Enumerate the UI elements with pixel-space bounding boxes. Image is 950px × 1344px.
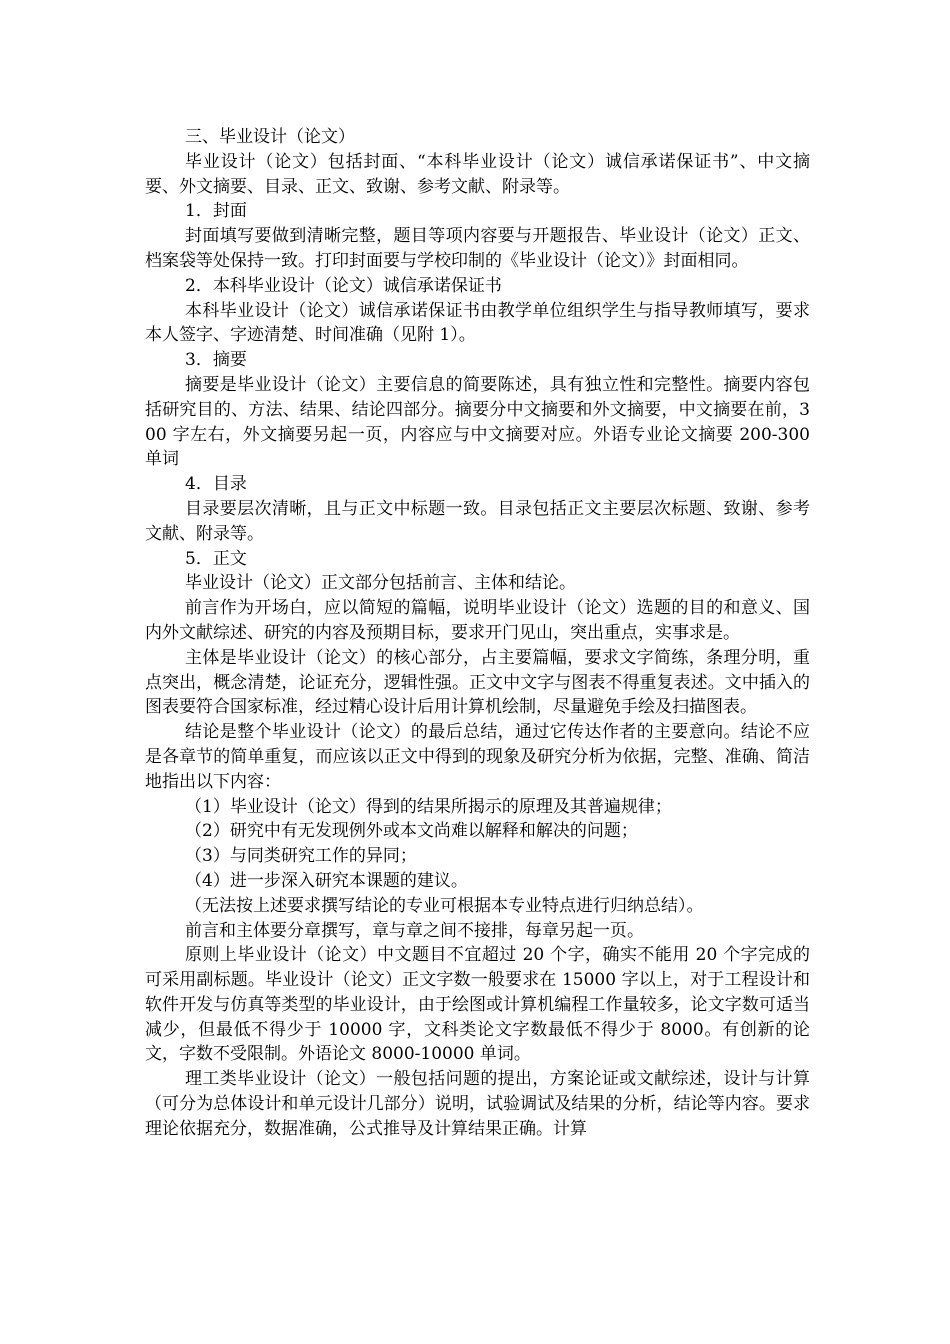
subsection-heading: 3．摘要 [185, 350, 247, 371]
subsection-heading: 5．正文 [185, 548, 247, 569]
subsection-heading: 4．目录 [185, 474, 247, 495]
body-paragraph: （无法按上述要求撰写结论的专业可根据本专业特点进行归纳总结）。 [185, 895, 704, 916]
body-paragraph: 前言作为开场白，应以简短的篇幅，说明毕业设计（论文）选题的目的和意义、国内外文献综述、研究的内容及预期目标，要求开门见山，突出重点，实事求是。 [145, 598, 810, 643]
body-paragraph: 目录要层次清晰，且与正文中标题一致。目录包括正文主要层次标题、致谢、参考文献、附录等。 [145, 498, 810, 544]
list-item: （4）进一步深入研究本课题的建议。 [185, 870, 468, 891]
list-item: （2）研究中有无发现例外或本文尚难以解释和解决的问题； [185, 821, 638, 842]
list-item: （1）毕业设计（论文）得到的结果所揭示的原理及其普遍规律； [185, 796, 672, 817]
body-paragraph: 毕业设计（论文）正文部分包括前言、主体和结论。 [185, 573, 576, 594]
body-paragraph: 结论是整个毕业设计（论文）的最后总结，通过它传达作者的主要意向。结论不应是各章节的简单重复，而应该以正文中得到的现象及研究分析为依据，完整、准确、简洁地指出以下内容： [145, 722, 810, 792]
section-heading: 三、毕业设计（论文） [185, 127, 355, 147]
body-paragraph: 摘要是毕业设计（论文）主要信息的简要陈述，具有独立性和完整性。摘要内容包括研究目的、方法、结果、结论四部分。摘要分中文摘要和外文摘要，中文摘要在前，300 字左右，外文摘要另起一页，内容应与中文摘要对应。外语专业论文摘要 200-300 单词 [145, 374, 810, 470]
list-item: （3）与同类研究工作的异同； [185, 846, 417, 867]
body-paragraph: 理工类毕业设计（论文）一般包括问题的提出，方案论证或文献综述，设计与计算（可分为总体设计和单元设计几部分）说明，试验调试及结果的分析，结论等内容。要求理论依据充分，数据准确，公式推导及计算结果正确。计算 [145, 1069, 810, 1139]
body-paragraph: 前言和主体要分章撰写，章与章之间不接排，每章另起一页。 [185, 920, 644, 941]
body-paragraph: 原则上毕业设计（论文）中文题目不宜超过 20 个字，确实不能用 20 个字完成的可采用副标题。毕业设计（论文）正文字数一般要求在 15000 字以上，对于工程设计和软件开发与仿真等类型的毕业设计，由于绘图或计算机编程工作量较多，论文字数可适当减少，但最低不得少于 10000 字，文科类论文字数最低不得少于 8000。有创新的论文，字数不受限制。外语论文 8000-10000 单词。 [145, 945, 810, 1065]
document-page [145, 125, 810, 1142]
body-paragraph: 封面填写要做到清晰完整，题目等项内容要与开题报告、毕业设计（论文）正文、档案袋等处保持一致。打印封面要与学校印制的《毕业设计（论文）》封面相同。 [145, 226, 810, 271]
subsection-heading: 1．封面 [185, 201, 247, 222]
subsection-heading: 2．本科毕业设计（论文）诚信承诺保证书 [185, 275, 502, 296]
body-paragraph: 毕业设计（论文）包括封面、“本科毕业设计（论文）诚信承诺保证书”、中文摘要、外文摘要、目录、正文、致谢、参考文献、附录等。 [145, 151, 810, 197]
body-paragraph: 本科毕业设计（论文）诚信承诺保证书由教学单位组织学生与指导教师填写，要求本人签字、字迹清楚、时间准确（见附 1）。 [145, 300, 810, 346]
body-paragraph: 主体是毕业设计（论文）的核心部分，占主要篇幅，要求文字简练，条理分明，重点突出，概念清楚，论证充分，逻辑性强。正文中文字与图表不得重复表述。文中插入的图表要符合国家标准，经过精心设计后用计算机绘制，尽量避免手绘及扫描图表。 [145, 647, 810, 718]
